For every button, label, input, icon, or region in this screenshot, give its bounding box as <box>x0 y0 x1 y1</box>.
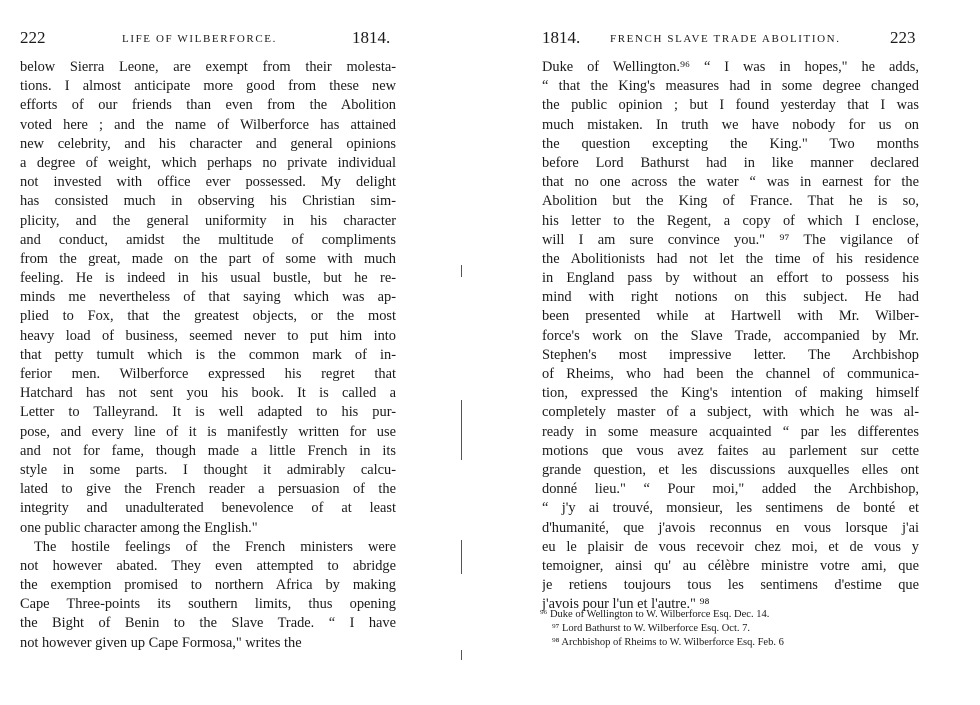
text-line: tion, expressed the King's intention of making himself <box>542 385 919 402</box>
gutter-mark <box>461 400 462 460</box>
text-line: the public opinion ; but I found yesterday that I was <box>542 97 919 114</box>
text-line: Abolition but the King of France. That he is so, <box>542 193 919 210</box>
text-line: force's work on the Slave Trade, accompanied by Mr. <box>542 327 919 344</box>
left-page <box>0 0 470 705</box>
right-page-number: 223 <box>890 28 916 47</box>
gutter-mark <box>461 650 462 660</box>
text-line: a degree of weight, which perhaps no private individual <box>20 154 396 171</box>
text-line: one public character among the English." <box>20 519 258 536</box>
text-line: Letter to Talleyrand. It is well adapted to his pur- <box>20 404 396 421</box>
text-line: Hatchard has not sent you his book. It is called a <box>20 385 396 402</box>
text-line: d'humanité, que j'avois reconnus en vous lorsque j'ai <box>542 519 919 536</box>
footnote: ⁹⁶ Duke of Wellington to W. Wilberforce Esq. Dec. 14. <box>540 609 770 620</box>
left-page-year: 1814. <box>352 28 391 47</box>
gutter-mark <box>461 265 462 277</box>
left-page-number: 222 <box>20 28 46 47</box>
text-line: from the great, made on the part of some with much <box>20 250 396 267</box>
text-line: Duke of Wellington.⁹⁶ “ I was in hopes," he adds, <box>542 59 919 75</box>
right-running-title: FRENCH SLAVE TRADE ABOLITION. <box>610 33 841 45</box>
text-line: integrity and unadulterated benevolence of at least <box>20 500 396 517</box>
left-page-header <box>0 28 470 48</box>
text-line: and conduct, amidst the multitude of compliments <box>20 231 396 248</box>
text-line: completely master of a subject, with which he was al- <box>542 404 919 421</box>
text-line: ferior men. Wilberforce expressed his regret that <box>20 366 396 382</box>
text-line: style in some parts. I thought it admirably calcu- <box>20 461 396 478</box>
right-page <box>500 0 980 705</box>
text-line: plicity, and the general uniformity in his character <box>20 212 396 229</box>
text-line: the question excepting the King." Two months <box>542 135 919 152</box>
right-page-year: 1814. <box>542 28 581 47</box>
footnotes <box>540 608 980 650</box>
text-line: in England pass by without an effort to possess his <box>542 270 919 287</box>
footnote: ⁹⁷ Lord Bathurst to W. Wilberforce Esq. Oct. 7. <box>552 623 751 634</box>
text-line: below Sierra Leone, are exempt from their molesta- <box>20 59 396 75</box>
text-line: efforts of our friends than even from the Abolition <box>20 97 396 114</box>
text-line: j'avois pour l'un et l'autre." ⁹⁸ <box>542 596 710 613</box>
text-line: has consisted much in observing his Christian sim- <box>20 193 396 210</box>
text-line: of Rheims, who had been the channel of communica- <box>542 366 919 382</box>
text-line: not invested with office ever possessed. My delight <box>20 174 396 191</box>
text-line: grande question, et les discussions auxquelles elles ont <box>542 461 919 478</box>
text-line: The hostile feelings of the French ministers were <box>34 538 396 555</box>
text-line: tions. I almost anticipate more good from these new <box>20 78 396 95</box>
text-line: been presented while at Hartwell with Mr. Wilber- <box>542 308 919 325</box>
text-line: not however abated. They even attempted to abridge <box>20 557 396 574</box>
text-line: Stephen's most impressive letter. The Archbishop <box>542 346 919 363</box>
text-line: “ j'y ai trouvé, monsieur, les sentimens de bonté et <box>542 500 919 517</box>
right-page-header <box>500 28 980 48</box>
left-body-text <box>20 58 396 653</box>
text-line: that petty tumult which is the common mark of in- <box>20 346 396 363</box>
footnote: ⁹⁸ Archbishop of Rheims to W. Wilberforce Esq. Feb. 6 <box>552 637 784 648</box>
text-line: not however given up Cape Formosa," writes the <box>20 634 302 651</box>
text-line: his letter to the Regent, a copy of which I enclose, <box>542 212 919 229</box>
text-line: and not for fame, though made a little French in its <box>20 442 396 459</box>
text-line: the Abolitionists had not let the time of his residence <box>542 250 919 267</box>
text-line: new celebrity, and his character and general opinions <box>20 135 396 152</box>
text-line: je retiens toujours tous les sentimens d'estime que <box>542 577 919 594</box>
text-line: will I am sure convince you." ⁹⁷ The vigilance of <box>542 231 919 248</box>
text-line: the Bight of Benin to the Slave Trade. “ I have <box>20 615 396 632</box>
text-line: much mistaken. In truth we have nobody for us on <box>542 116 919 133</box>
gutter-mark <box>461 540 462 574</box>
text-line: lated to give the French reader a persuasion of the <box>20 481 396 498</box>
text-line: the exemption promised to northern Africa by making <box>20 577 396 594</box>
text-line: temoigner, ainsi qu' au célèbre ministre votre ami, que <box>542 557 919 574</box>
text-line: heavy load of business, seemed never to put him into <box>20 327 396 344</box>
text-line: “ that the King's measures had in some degree changed <box>542 78 919 95</box>
text-line: plied to Fox, that the greatest objects, or the most <box>20 308 396 325</box>
text-line: feeling. He is indeed in his usual bustle, but he re- <box>20 270 396 287</box>
text-line: voted here ; and the name of Wilberforce has attained <box>20 116 396 133</box>
text-line: eu le plaisir de vous recevoir chez moi, et de vous y <box>542 538 919 555</box>
text-line: that no one across the water “ was in earnest for the <box>542 174 919 191</box>
text-line: minds me nevertheless of that saying which was ap- <box>20 289 396 306</box>
text-line: motions que vous avez faites au parlement sur cette <box>542 442 919 459</box>
left-running-title: LIFE OF WILBERFORCE. <box>122 33 277 45</box>
text-line: Cape Three-points its southern limits, thus opening <box>20 596 396 613</box>
text-line: before Lord Bathurst had in like manner declared <box>542 154 919 171</box>
text-line: mind with right notions on this subject. He had <box>542 289 919 306</box>
text-line: donné lieu." “ Pour moi," added the Archbishop, <box>542 481 919 498</box>
right-body-text <box>542 58 919 614</box>
text-line: ready in some measure acquainted “ par les differentes <box>542 423 919 440</box>
text-line: pose, and every line of it is manifestly written for use <box>20 423 396 440</box>
